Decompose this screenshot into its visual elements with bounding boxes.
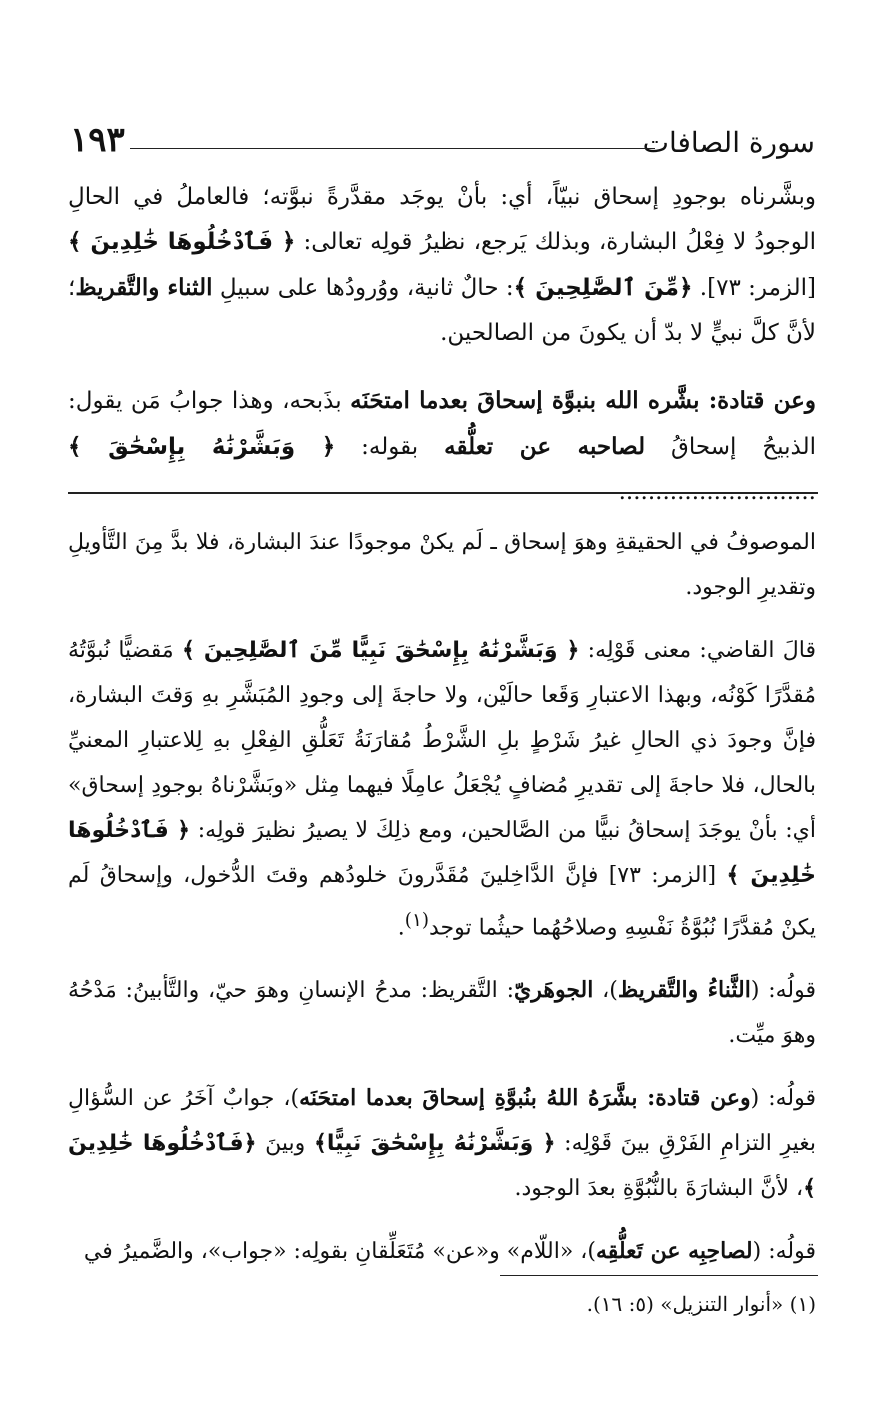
text-run: بذَبحه، وهذا جوابُ مَن يقول: الذبيحُ إسحاقُ xyxy=(68,388,816,460)
text-run: [الزمر: ٧٣] فإنَّ الدَّاخِلينَ مُقَدَّرونَ خلودُهم وقتَ الدُّخول، وإسحاقُ لَم يكنْ مُقدَّرًا نُبُوَّةُ نَفْسِهِ وصلاحُهُما حيثُما توجد xyxy=(68,863,816,941)
bold-phrase: الجوهَريّ xyxy=(514,977,594,1004)
text-run: قالَ القاضي: معنى قَوْلِه: xyxy=(579,638,816,663)
text-run: : التَّقريظ: مدحُ الإنسانِ وهوَ حيّ، والتَّأبينُ: مَدْحُهُ وهوَ ميِّت. xyxy=(68,978,816,1049)
text-run: [الزمر: ٧٣]. xyxy=(692,275,816,301)
text-run: ، لأنَّ البشارَةَ بالنُّبُوَّةِ بعدَ الوجود. xyxy=(514,1176,804,1202)
quran-quote: ﴿ وَبَشَّرْنَٰهُ بِإِسْحَٰقَ نَبِيًّا مِّنَ ٱلصَّٰلِحِينَ ﴾ xyxy=(181,638,580,663)
text-run: الموصوفُ في الحقيقةِ وهوَ إسحاق ـ لَم يكنْ موجودًا عندَ البشارة، فلا بدَّ مِنَ التَّأويلِ وتقديرِ الوجود. xyxy=(68,530,816,600)
text-run: بقوله: xyxy=(335,434,445,460)
main-text xyxy=(68,175,816,515)
page-header xyxy=(70,118,815,168)
text-run: قولُه: ( xyxy=(750,1086,816,1112)
text-run: ؛ لأنَّ كلَّ نبيٍّ لا بدّ أن يكونَ من الصالحين. xyxy=(68,275,816,346)
bold-phrase: وعن قتادة: بشَّرَهُ اللهُ بنُبوَّةِ إسحاقَ بعدما امتحَنَه xyxy=(299,1085,751,1112)
header-rule xyxy=(130,148,655,149)
quran-quote: ﴿فَٱدْخُلُوهَا خَٰلِدِينَ ﴾ xyxy=(68,1131,816,1202)
quran-quote: ﴿ وَبَشَّرْنَٰهُ بِإِسْحَٰقَ نَبِيًّا﴾ xyxy=(313,1131,556,1157)
text-run: . xyxy=(397,915,405,941)
text-run: مَقضيًّا نُبوَّتُهُ مُقدَّرًا كَوْنُه، وبهذا الاعتبارِ وَقَعا حالَيْن، ولا حاجةَ إلى وجودِ المُبَشَّرِ بهِ وَقتَ البشارة، فإنَّ وجودَ ذي الحالِ غيرُ شَرْطٍ بلِ الشَّرْطُ مُقارَنَةُ تَعَلُّقِ الفِعْلِ بهِ لِلاعتبارِ المعنيِّ بالحال، فلا حاجةَ إلى تقديرِ مُضافٍ يُجْعَلُ عامِلًا فيهما مِثل «وبَشَّرْناهُ بوجودِ إسحاق» أي: بأنْ يوجَدَ إسحاقُ نبيًّا من الصَّالحين، ومع ذلِكَ لا يصيرُ نظيرَ قولِه: xyxy=(68,638,817,843)
main-paragraph xyxy=(68,378,816,515)
bold-phrase: لصاحِبِه عن تَعلُّقِه xyxy=(595,1238,753,1265)
commentary-paragraph xyxy=(68,1229,816,1274)
commentary-paragraph xyxy=(68,1076,816,1211)
bold-phrase: الثناء والتَّقريظ xyxy=(75,274,213,301)
quran-quote: ﴿ فَٱدْخُلُوهَا خَٰلِدِينَ ﴾ xyxy=(68,818,817,888)
quran-quote: ﴿ فَٱدْخُلُوهَا خَٰلِدِينَ ﴾ xyxy=(68,229,296,255)
text-run: وبشَّرناه بوجودِ إسحاق نبيّاً، أي: بأنْ يوجَد مقدَّرةً نبوَّته؛ فالعاملُ في الحالِ الوجودُ لا فِعْلُ البشارة، وبذلك يَرجع، نظيرُ قولِه تعالى: xyxy=(68,184,816,255)
footnote-ref[interactable]: (١) xyxy=(404,910,429,931)
page-number: ١٩٣ xyxy=(70,120,125,160)
leader-dots: ........................... xyxy=(618,479,816,505)
text-run: قولُه: ( xyxy=(752,1239,816,1265)
quran-quote: ﴿مِّنَ ٱلصَّٰلِحِينَ ﴾ xyxy=(513,275,693,301)
footnote-rule xyxy=(500,1275,818,1276)
surah-title: سورة الصافات xyxy=(642,126,815,159)
text-run: )، جوابٌ آخَرُ عن السُّؤالِ بغيرِ التزامِ الفَرْقِ بينَ قَوْلِه: xyxy=(68,1086,816,1157)
text-run: )، xyxy=(593,978,618,1004)
main-paragraph xyxy=(68,175,816,356)
text-run: : حالٌ ثانية، ووُرودُها على سبيلِ xyxy=(212,275,514,301)
bold-phrase: لصاحبه عن تعلُّقه xyxy=(444,433,646,460)
bold-phrase: الثَّناءُ والتَّقريظ xyxy=(617,977,751,1004)
bold-phrase: وعن قتادة: بشَّره الله بنبوَّة إسحاقَ بعدما امتحَنَه xyxy=(350,387,816,414)
text-divider xyxy=(68,492,818,494)
footnote: (١) «أنوار التنزيل» (٥: ١٦). xyxy=(586,1292,816,1316)
commentary-paragraph xyxy=(68,968,816,1058)
text-run: )، «اللّام» و«عن» مُتَعَلِّقانِ بقولِه: «جواب»، والضَّميرُ في xyxy=(83,1239,596,1265)
quran-quote: ﴿ وَبَشَّرْنَٰهُ بِإِسْحَٰقَ ﴾ xyxy=(68,434,336,460)
commentary-text xyxy=(68,520,816,1274)
commentary-paragraph xyxy=(68,628,816,950)
text-run: قولُه: ( xyxy=(750,978,816,1004)
commentary-paragraph xyxy=(68,520,816,610)
text-run: وبينَ xyxy=(256,1131,314,1157)
